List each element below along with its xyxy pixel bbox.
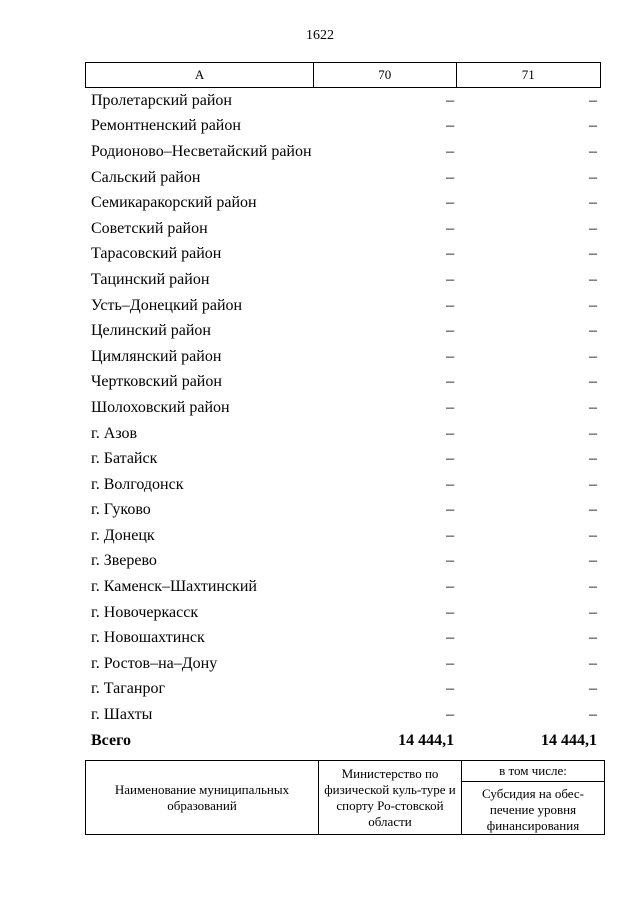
table-row bbox=[85, 395, 601, 421]
value-70: – bbox=[446, 475, 455, 493]
table-row bbox=[85, 446, 601, 472]
value-70: – bbox=[446, 706, 455, 724]
total-value-70: 14 444,1 bbox=[398, 731, 455, 749]
value-71: – bbox=[589, 475, 597, 493]
municipality-name: Тарасовский район bbox=[91, 245, 222, 263]
value-71: – bbox=[589, 117, 597, 135]
value-70: – bbox=[446, 629, 455, 647]
value-71: – bbox=[589, 296, 597, 314]
municipality-name: Усть–Донецкий район bbox=[91, 296, 243, 314]
value-71: – bbox=[589, 219, 597, 237]
table-row bbox=[85, 216, 601, 242]
municipality-name: г. Каменск–Шахтинский bbox=[91, 578, 257, 596]
value-70: – bbox=[446, 501, 455, 519]
value-70: – bbox=[446, 578, 455, 596]
municipality-name: Шолоховский район bbox=[91, 398, 230, 416]
value-70: – bbox=[446, 654, 455, 672]
municipality-name: г. Донецк bbox=[91, 526, 155, 544]
value-70: – bbox=[446, 424, 455, 442]
header-col-a: А bbox=[86, 63, 314, 88]
value-71: – bbox=[589, 194, 597, 212]
table-row bbox=[85, 190, 601, 216]
table-row bbox=[85, 600, 601, 626]
table-row bbox=[85, 421, 601, 447]
table-row bbox=[85, 242, 601, 268]
municipality-name: г. Новошахтинск bbox=[91, 629, 205, 647]
value-70: – bbox=[446, 526, 455, 544]
table-row bbox=[85, 472, 601, 498]
table-row bbox=[85, 344, 601, 370]
value-70: – bbox=[446, 270, 455, 288]
continuation-header-table bbox=[85, 760, 605, 835]
table-row bbox=[85, 370, 601, 396]
value-71: – bbox=[589, 450, 597, 468]
table-row bbox=[85, 88, 601, 114]
municipality-name: Целинский район bbox=[91, 322, 211, 340]
value-70: – bbox=[446, 347, 455, 365]
value-70: – bbox=[446, 603, 455, 621]
value-71: – bbox=[589, 91, 597, 109]
table-row bbox=[85, 318, 601, 344]
table-row bbox=[85, 574, 601, 600]
table-row bbox=[85, 498, 601, 524]
value-71: – bbox=[589, 270, 597, 288]
table-row bbox=[85, 677, 601, 703]
table-row bbox=[85, 625, 601, 651]
table-row bbox=[85, 523, 601, 549]
value-71: – bbox=[589, 373, 597, 391]
value-70: – bbox=[446, 398, 455, 416]
value-70: – bbox=[446, 373, 455, 391]
value-70: – bbox=[446, 552, 455, 570]
column-header-table bbox=[85, 62, 601, 88]
value-70: – bbox=[446, 91, 455, 109]
table-row bbox=[85, 165, 601, 191]
municipality-name: Чертковский район bbox=[91, 373, 222, 391]
municipality-name: Родионово–Несветайский район bbox=[91, 142, 312, 160]
municipality-name: Сальский район bbox=[91, 168, 201, 186]
data-rows bbox=[85, 88, 601, 753]
value-71: – bbox=[589, 526, 597, 544]
table-row bbox=[85, 549, 601, 575]
value-70: – bbox=[446, 680, 455, 698]
value-70: – bbox=[446, 296, 455, 314]
value-71: – bbox=[589, 706, 597, 724]
value-71: – bbox=[589, 245, 597, 263]
header-including: в том числе: bbox=[462, 761, 605, 782]
municipality-name: Ремонтненский район bbox=[91, 117, 241, 135]
value-70: – bbox=[446, 194, 455, 212]
value-70: – bbox=[446, 450, 455, 468]
municipality-name: г. Шахты bbox=[91, 706, 153, 724]
municipality-name: г. Гуково bbox=[91, 501, 151, 519]
total-label: Всего bbox=[91, 731, 131, 749]
municipality-name: г. Ростов–на–Дону bbox=[91, 654, 218, 672]
value-71: – bbox=[589, 347, 597, 365]
municipality-name: Тацинский район bbox=[91, 270, 210, 288]
municipality-name: г. Новочеркасск bbox=[91, 603, 199, 621]
table-row bbox=[85, 267, 601, 293]
table-row bbox=[85, 114, 601, 140]
value-71: – bbox=[589, 578, 597, 596]
total-value-71: 14 444,1 bbox=[541, 731, 597, 749]
value-71: – bbox=[589, 680, 597, 698]
municipality-name: Семикаракорский район bbox=[91, 194, 257, 212]
value-71: – bbox=[589, 552, 597, 570]
value-71: – bbox=[589, 424, 597, 442]
municipality-name: г. Батайск bbox=[91, 450, 158, 468]
municipality-name: г. Зверево bbox=[91, 552, 157, 570]
value-71: – bbox=[589, 629, 597, 647]
municipality-name: Советский район bbox=[91, 219, 208, 237]
value-70: – bbox=[446, 245, 455, 263]
municipality-name: Цимлянский район bbox=[91, 347, 222, 365]
value-70: – bbox=[446, 219, 455, 237]
table-row bbox=[85, 702, 601, 728]
value-70: – bbox=[446, 322, 455, 340]
municipality-name: г. Азов bbox=[91, 424, 138, 442]
value-71: – bbox=[589, 603, 597, 621]
total-row bbox=[85, 728, 601, 754]
value-71: – bbox=[589, 654, 597, 672]
value-71: – bbox=[589, 501, 597, 519]
header-ministry-sport: Министерство по физической куль-туре и спорту Ро-стовской области bbox=[319, 761, 462, 835]
header-col-71: 71 bbox=[456, 63, 600, 88]
value-71: – bbox=[589, 398, 597, 416]
municipality-name: г. Волгодонск bbox=[91, 475, 184, 493]
header-municipality-name: Наименование муниципальных образований bbox=[86, 761, 319, 835]
municipality-name: г. Таганрог bbox=[91, 680, 166, 698]
value-71: – bbox=[589, 142, 597, 160]
value-71: – bbox=[589, 168, 597, 186]
table-row bbox=[85, 139, 601, 165]
value-70: – bbox=[446, 117, 455, 135]
header-col-70: 70 bbox=[314, 63, 456, 88]
page-number: 1622 bbox=[306, 28, 334, 43]
value-70: – bbox=[446, 142, 455, 160]
table-row bbox=[85, 651, 601, 677]
header-subsidy: Субсидия на обес-печение уровня финансирования bbox=[462, 782, 605, 835]
value-70: – bbox=[446, 168, 455, 186]
value-71: – bbox=[589, 322, 597, 340]
municipality-name: Пролетарский район bbox=[91, 91, 232, 109]
table-row bbox=[85, 293, 601, 319]
